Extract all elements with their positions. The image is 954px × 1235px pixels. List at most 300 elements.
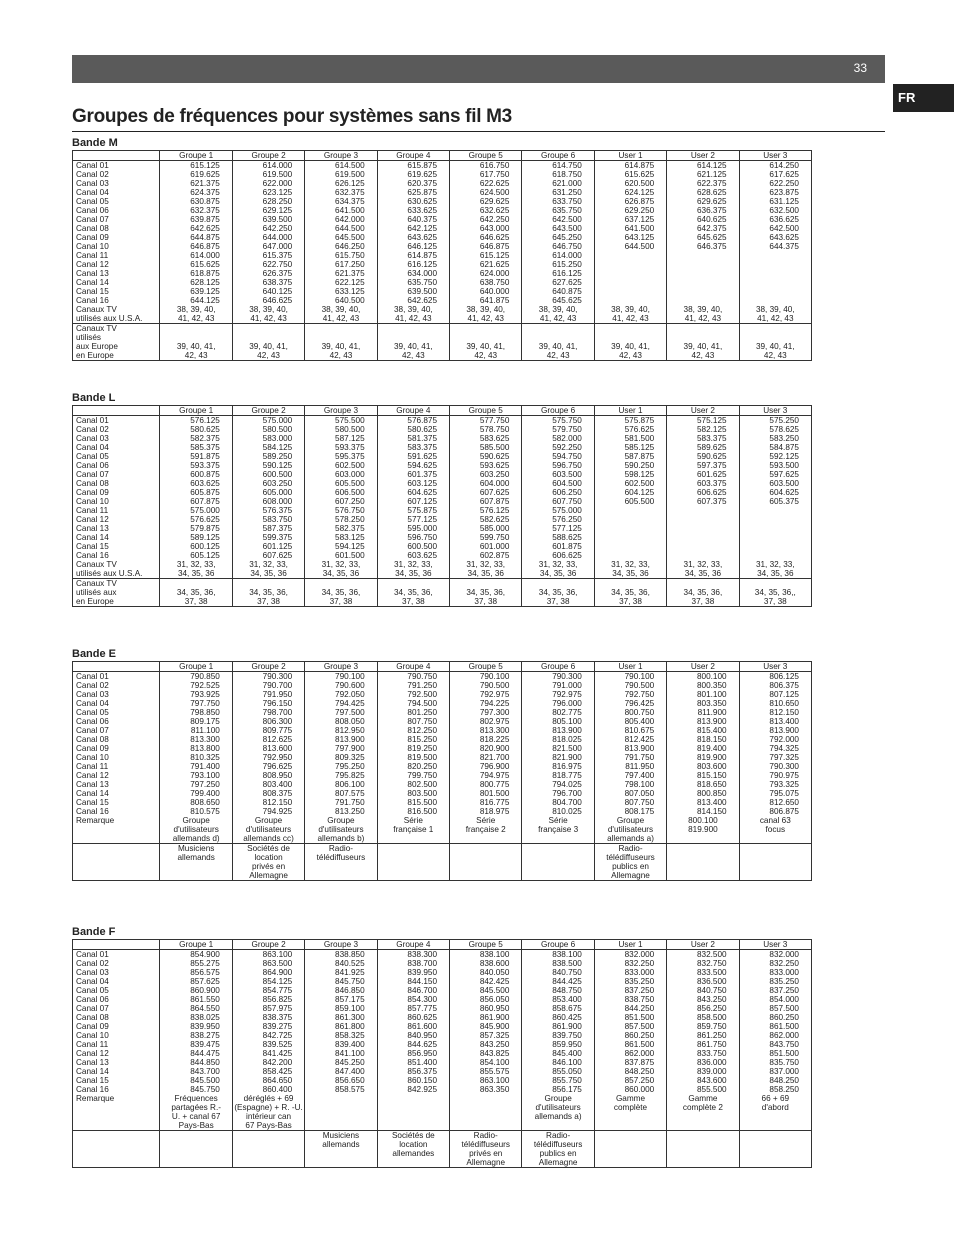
frequency-cell — [667, 551, 739, 560]
frequency-cell: 643.125 — [594, 233, 666, 242]
frequency-cell: 839.525 — [232, 1040, 304, 1049]
frequency-cell: 792.000 — [739, 735, 811, 744]
frequency-cell: 812.650 — [739, 798, 811, 807]
frequency-cell: 583.625 — [450, 434, 522, 443]
frequency-cell: 620.500 — [594, 179, 666, 188]
frequency-cell: 811.950 — [594, 762, 666, 771]
frequency-cell: 790.300 — [522, 672, 594, 682]
frequency-cell: 593.375 — [160, 461, 232, 470]
frequency-cell: 605.375 — [739, 497, 811, 506]
frequency-cell: 801.250 — [377, 708, 449, 717]
frequency-cell: 629.250 — [594, 206, 666, 215]
frequency-cell: 636.625 — [739, 215, 811, 224]
frequency-cell: 617.625 — [739, 170, 811, 179]
frequency-cell: 576.750 — [305, 506, 377, 515]
frequency-table-band-e — [72, 661, 812, 881]
table-row — [73, 968, 812, 977]
frequency-cell: 818.650 — [667, 780, 739, 789]
table-row — [73, 753, 812, 762]
note-cell: Musiciens allemands — [305, 1131, 377, 1168]
frequency-cell: 621.375 — [160, 179, 232, 188]
frequency-cell — [667, 515, 739, 524]
frequency-cell: 835.750 — [739, 1058, 811, 1067]
note-cell — [377, 844, 449, 881]
table-row — [73, 425, 812, 434]
frequency-cell: 581.375 — [377, 434, 449, 443]
column-header: Groupe 4 — [377, 406, 449, 416]
frequency-cell: 643.000 — [450, 224, 522, 233]
note-cell: 31, 32, 33, 34, 35, 36 — [377, 560, 449, 579]
frequency-cell: 797.400 — [594, 771, 666, 780]
frequency-cell: 863.100 — [232, 950, 304, 960]
channel-label: Canal 11 — [73, 1040, 160, 1049]
frequency-cell: 606.625 — [667, 488, 739, 497]
frequency-cell: 810.650 — [739, 699, 811, 708]
note-cell: Série française 2 — [450, 816, 522, 844]
note-cell: Gamme complète — [594, 1094, 666, 1131]
frequency-cell: 813.300 — [160, 735, 232, 744]
frequency-cell: 631.250 — [522, 188, 594, 197]
frequency-cell: 642.625 — [160, 224, 232, 233]
frequency-cell: 806.300 — [232, 717, 304, 726]
frequency-cell: 860.950 — [450, 1004, 522, 1013]
frequency-cell: 638.750 — [450, 278, 522, 287]
channel-label: Canal 03 — [73, 690, 160, 699]
frequency-cell: 799.400 — [160, 789, 232, 798]
frequency-cell: 858.325 — [305, 1031, 377, 1040]
frequency-cell: 623.125 — [232, 188, 304, 197]
frequency-cell: 628.125 — [160, 278, 232, 287]
frequency-cell: 795.825 — [305, 771, 377, 780]
frequency-cell — [594, 269, 666, 278]
frequency-cell: 854.000 — [739, 995, 811, 1004]
frequency-cell: 642.250 — [450, 215, 522, 224]
channel-label: Canal 12 — [73, 1049, 160, 1058]
frequency-cell: 616.125 — [522, 269, 594, 278]
frequency-cell: 642.000 — [305, 215, 377, 224]
channel-label: Canal 04 — [73, 699, 160, 708]
frequency-cell: 628.250 — [232, 197, 304, 206]
frequency-cell: 583.250 — [739, 434, 811, 443]
frequency-cell: 625.875 — [377, 188, 449, 197]
frequency-cell: 806.100 — [305, 780, 377, 789]
frequency-cell: 854.900 — [160, 950, 232, 960]
channel-label: Canal 16 — [73, 296, 160, 305]
frequency-cell: 846.100 — [522, 1058, 594, 1067]
frequency-cell: 808.050 — [305, 717, 377, 726]
frequency-cell: 575.250 — [739, 416, 811, 426]
frequency-cell: 800.850 — [667, 789, 739, 798]
note-cell: 39, 40, 41, 42, 43 — [232, 324, 304, 361]
frequency-cell: 860.425 — [522, 1013, 594, 1022]
frequency-cell: 607.625 — [450, 488, 522, 497]
channel-label: Canal 03 — [73, 179, 160, 188]
frequency-cell: 622.000 — [232, 179, 304, 188]
note-cell: 34, 35, 36, 37, 38 — [377, 579, 449, 607]
frequency-cell: 854.125 — [232, 977, 304, 986]
column-header: Groupe 6 — [522, 662, 594, 672]
frequency-cell: 860.150 — [377, 1076, 449, 1085]
frequency-cell: 639.500 — [232, 215, 304, 224]
frequency-cell: 646.750 — [522, 242, 594, 251]
frequency-cell: 642.500 — [739, 224, 811, 233]
frequency-cell: 644.500 — [594, 242, 666, 251]
frequency-cell: 797.900 — [305, 744, 377, 753]
frequency-cell: 860.400 — [232, 1085, 304, 1094]
note-cell: Groupe d'utilisateurs allemands cc) — [232, 816, 304, 844]
frequency-cell — [594, 524, 666, 533]
table-row — [73, 269, 812, 278]
frequency-cell: 840.750 — [522, 968, 594, 977]
frequency-cell: 576.125 — [160, 416, 232, 426]
frequency-cell: 607.625 — [232, 551, 304, 560]
frequency-cell: 601.375 — [377, 470, 449, 479]
column-header: Groupe 1 — [160, 406, 232, 416]
frequency-cell: 582.000 — [522, 434, 594, 443]
frequency-cell: 857.975 — [232, 1004, 304, 1013]
frequency-cell: 603.625 — [377, 551, 449, 560]
frequency-cell: 593.500 — [739, 461, 811, 470]
table-row — [73, 461, 812, 470]
frequency-cell: 593.375 — [305, 443, 377, 452]
note-cell: 39, 40, 41, 42, 43 — [739, 324, 811, 361]
frequency-cell: 614.000 — [232, 161, 304, 171]
table-row — [73, 771, 812, 780]
channel-label: Canal 08 — [73, 479, 160, 488]
frequency-cell: 616.125 — [377, 260, 449, 269]
frequency-cell: 794.500 — [377, 699, 449, 708]
column-header: Groupe 6 — [522, 406, 594, 416]
frequency-cell: 838.300 — [377, 950, 449, 960]
frequency-cell: 843.600 — [667, 1076, 739, 1085]
row-label: Remarque — [73, 1094, 160, 1131]
frequency-cell: 794.225 — [450, 699, 522, 708]
channel-label: Canal 04 — [73, 977, 160, 986]
frequency-cell: 818.975 — [450, 807, 522, 816]
frequency-cell: 793.325 — [739, 780, 811, 789]
channel-label: Canal 12 — [73, 260, 160, 269]
frequency-cell: 818.775 — [522, 771, 594, 780]
frequency-cell: 797.750 — [160, 699, 232, 708]
frequency-cell: 582.125 — [667, 425, 739, 434]
table-row — [73, 708, 812, 717]
header-bar — [72, 55, 885, 83]
frequency-cell: 582.375 — [160, 434, 232, 443]
note-cell: 34, 35, 36, 37, 38 — [594, 579, 666, 607]
frequency-cell: 607.875 — [450, 497, 522, 506]
frequency-cell — [594, 542, 666, 551]
note-cell — [739, 1131, 811, 1168]
frequency-cell: 846.850 — [305, 986, 377, 995]
frequency-cell — [594, 533, 666, 542]
note-cell — [739, 844, 811, 881]
band-title: Bande E — [72, 648, 117, 660]
channel-label: Canal 11 — [73, 251, 160, 260]
column-header — [73, 406, 160, 416]
frequency-cell: 601.125 — [232, 542, 304, 551]
frequency-cell: 832.750 — [667, 959, 739, 968]
frequency-cell: 587.875 — [594, 452, 666, 461]
frequency-cell: 848.250 — [739, 1076, 811, 1085]
frequency-cell: 818.025 — [522, 735, 594, 744]
note-cell: 34, 35, 36, 37, 38 — [667, 579, 739, 607]
table-row — [73, 542, 812, 551]
frequency-cell: 645.625 — [667, 233, 739, 242]
frequency-cell: 614.000 — [160, 251, 232, 260]
note-cell: 66 + 69 d'abord — [739, 1094, 811, 1131]
frequency-cell: 576.250 — [522, 515, 594, 524]
table-row — [73, 497, 812, 506]
note-cell — [377, 1094, 449, 1131]
column-header — [73, 940, 160, 950]
frequency-cell: 805.400 — [594, 717, 666, 726]
frequency-cell — [594, 251, 666, 260]
frequency-cell: 643.500 — [522, 224, 594, 233]
note-cell: 39, 40, 41, 42, 43 — [160, 324, 232, 361]
frequency-cell — [739, 296, 811, 305]
row-label — [73, 844, 160, 881]
frequency-cell — [594, 287, 666, 296]
frequency-cell: 838.850 — [305, 950, 377, 960]
channel-label: Canal 12 — [73, 515, 160, 524]
frequency-cell: 857.325 — [450, 1031, 522, 1040]
frequency-cell: 579.750 — [522, 425, 594, 434]
channel-label: Canal 07 — [73, 726, 160, 735]
column-header: Groupe 6 — [522, 940, 594, 950]
frequency-cell: 584.125 — [232, 443, 304, 452]
frequency-cell: 635.750 — [377, 278, 449, 287]
frequency-cell: 614.875 — [377, 251, 449, 260]
frequency-cell: 794.975 — [450, 771, 522, 780]
frequency-cell: 626.125 — [305, 179, 377, 188]
frequency-cell: 642.375 — [667, 224, 739, 233]
frequency-cell: 812.950 — [305, 726, 377, 735]
frequency-cell: 615.875 — [377, 161, 449, 171]
frequency-cell: 857.625 — [160, 977, 232, 986]
frequency-cell: 844.425 — [522, 977, 594, 986]
note-cell — [232, 1131, 304, 1168]
table-header-row — [73, 940, 812, 950]
table-row — [73, 1049, 812, 1058]
frequency-cell: 604.625 — [377, 488, 449, 497]
frequency-cell: 792.750 — [594, 690, 666, 699]
column-header: User 3 — [739, 406, 811, 416]
frequency-cell: 838.600 — [450, 959, 522, 968]
frequency-cell: 855.575 — [450, 1067, 522, 1076]
frequency-cell: 797.500 — [305, 708, 377, 717]
frequency-cell: 847.400 — [305, 1067, 377, 1076]
frequency-cell: 605.500 — [305, 479, 377, 488]
row-label: Canaux TV utilisés aux U.S.A. — [73, 305, 160, 324]
note-cell: 38, 39, 40, 41, 42, 43 — [522, 305, 594, 324]
channel-label: Canal 16 — [73, 551, 160, 560]
frequency-cell: 599.375 — [232, 533, 304, 542]
frequency-cell: 633.125 — [305, 287, 377, 296]
frequency-cell: 816.500 — [377, 807, 449, 816]
frequency-cell: 864.650 — [232, 1076, 304, 1085]
frequency-cell: 811.900 — [667, 708, 739, 717]
frequency-cell: 647.000 — [232, 242, 304, 251]
channel-label: Canal 02 — [73, 425, 160, 434]
frequency-cell: 615.750 — [305, 251, 377, 260]
frequency-cell: 575.000 — [160, 506, 232, 515]
frequency-cell: 646.625 — [450, 233, 522, 242]
frequency-cell: 861.900 — [450, 1013, 522, 1022]
frequency-table-band-l — [72, 405, 812, 607]
band-title: Bande F — [72, 926, 116, 938]
frequency-cell: 619.500 — [232, 170, 304, 179]
frequency-cell: 840.525 — [305, 959, 377, 968]
frequency-cell: 844.250 — [594, 1004, 666, 1013]
frequency-cell: 646.875 — [450, 242, 522, 251]
frequency-cell — [739, 542, 811, 551]
channel-label: Canal 05 — [73, 708, 160, 717]
frequency-cell: 832.000 — [594, 950, 666, 960]
frequency-cell: 621.000 — [522, 179, 594, 188]
frequency-cell: 602.500 — [594, 479, 666, 488]
frequency-cell: 640.625 — [667, 215, 739, 224]
frequency-cell: 632.375 — [160, 206, 232, 215]
channel-label: Canal 04 — [73, 443, 160, 452]
frequency-cell: 603.125 — [377, 479, 449, 488]
note-cell: 31, 32, 33, 34, 35, 36 — [160, 560, 232, 579]
frequency-cell: 628.625 — [667, 188, 739, 197]
frequency-cell: 833.000 — [594, 968, 666, 977]
frequency-cell: 832.250 — [594, 959, 666, 968]
note-cell: Sociétés de location privés en Allemagne — [232, 844, 304, 881]
frequency-cell: 621.125 — [667, 170, 739, 179]
frequency-cell: 842.425 — [450, 977, 522, 986]
frequency-cell: 577.125 — [377, 515, 449, 524]
note-cell — [667, 844, 739, 881]
frequency-cell: 843.825 — [450, 1049, 522, 1058]
frequency-cell: 587.375 — [232, 524, 304, 533]
frequency-cell — [667, 251, 739, 260]
table-row — [73, 726, 812, 735]
channel-label: Canal 04 — [73, 188, 160, 197]
table-row — [73, 1004, 812, 1013]
frequency-cell: 791.750 — [305, 798, 377, 807]
frequency-cell — [594, 551, 666, 560]
frequency-cell: 644.500 — [305, 224, 377, 233]
table-row — [73, 179, 812, 188]
table-row — [73, 1058, 812, 1067]
frequency-cell: 583.000 — [232, 434, 304, 443]
channel-label: Canal 06 — [73, 461, 160, 470]
frequency-cell: 800.750 — [594, 708, 666, 717]
frequency-cell: 615.625 — [160, 260, 232, 269]
frequency-cell: 832.000 — [739, 950, 811, 960]
frequency-cell: 857.500 — [594, 1022, 666, 1031]
frequency-cell: 597.375 — [667, 461, 739, 470]
frequency-cell: 580.625 — [160, 425, 232, 434]
frequency-cell: 851.400 — [377, 1058, 449, 1067]
frequency-cell: 802.775 — [522, 708, 594, 717]
frequency-cell: 835.250 — [594, 977, 666, 986]
frequency-cell: 617.750 — [450, 170, 522, 179]
frequency-cell: 624.500 — [450, 188, 522, 197]
frequency-cell — [739, 551, 811, 560]
frequency-cell: 790.700 — [232, 681, 304, 690]
frequency-cell — [739, 269, 811, 278]
channel-label: Canal 01 — [73, 161, 160, 171]
frequency-cell: 840.750 — [667, 986, 739, 995]
frequency-cell: 605.125 — [160, 551, 232, 560]
frequency-cell: 801.500 — [450, 789, 522, 798]
frequency-cell: 815.150 — [667, 771, 739, 780]
frequency-cell: 851.500 — [594, 1013, 666, 1022]
frequency-cell: 861.500 — [739, 1022, 811, 1031]
frequency-cell: 588.625 — [522, 533, 594, 542]
frequency-cell: 607.375 — [667, 497, 739, 506]
note-cell: Radio- télédiffuseurs — [305, 844, 377, 881]
frequency-cell: 619.625 — [160, 170, 232, 179]
frequency-cell: 590.125 — [232, 461, 304, 470]
table-row — [73, 1040, 812, 1049]
channel-label: Canal 01 — [73, 672, 160, 682]
frequency-cell: 576.125 — [450, 506, 522, 515]
frequency-cell — [667, 260, 739, 269]
channel-label: Canal 06 — [73, 206, 160, 215]
note-cell: Radio- télédiffuseurs publics en Allemagne — [522, 1131, 594, 1168]
channel-label: Canal 02 — [73, 170, 160, 179]
frequency-cell: 797.325 — [739, 753, 811, 762]
table-row — [73, 744, 812, 753]
note-cell: 38, 39, 40, 41, 42, 43 — [377, 305, 449, 324]
frequency-cell: 583.375 — [377, 443, 449, 452]
frequency-cell: 629.625 — [667, 197, 739, 206]
frequency-cell: 606.250 — [522, 488, 594, 497]
frequency-cell: 856.650 — [305, 1076, 377, 1085]
column-header: Groupe 3 — [305, 940, 377, 950]
frequency-cell: 792.975 — [450, 690, 522, 699]
frequency-cell: 796.625 — [232, 762, 304, 771]
frequency-cell — [667, 296, 739, 305]
frequency-cell: 577.750 — [450, 416, 522, 426]
frequency-cell: 615.375 — [232, 251, 304, 260]
column-header: Groupe 4 — [377, 151, 449, 161]
column-header: Groupe 3 — [305, 662, 377, 672]
frequency-cell: 813.400 — [739, 717, 811, 726]
frequency-cell: 860.900 — [160, 986, 232, 995]
frequency-cell: 622.750 — [232, 260, 304, 269]
frequency-cell: 600.125 — [160, 542, 232, 551]
channel-label: Canal 02 — [73, 959, 160, 968]
channel-label: Canal 10 — [73, 753, 160, 762]
row-label: Canaux TV utilisés aux U.S.A. — [73, 560, 160, 579]
frequency-cell: 602.500 — [305, 461, 377, 470]
frequency-cell: 796.425 — [594, 699, 666, 708]
table-row — [73, 1067, 812, 1076]
frequency-cell: 636.375 — [667, 206, 739, 215]
channel-label: Canal 15 — [73, 798, 160, 807]
frequency-cell: 821.500 — [522, 744, 594, 753]
frequency-cell: 854.775 — [232, 986, 304, 995]
note-cell: 38, 39, 40, 41, 42, 43 — [594, 305, 666, 324]
note-cell: Groupe d'utilisateurs allemands a) — [522, 1094, 594, 1131]
table-row — [73, 506, 812, 515]
frequency-cell: 595.000 — [377, 524, 449, 533]
frequency-cell: 641.500 — [594, 224, 666, 233]
channel-label: Canal 08 — [73, 224, 160, 233]
channel-label: Canal 07 — [73, 215, 160, 224]
frequency-cell: 863.100 — [450, 1076, 522, 1085]
frequency-cell: 804.700 — [522, 798, 594, 807]
note-cell: 39, 40, 41, 42, 43 — [667, 324, 739, 361]
note-cell: Sociétés de location allemandes — [377, 1131, 449, 1168]
frequency-cell: 809.175 — [160, 717, 232, 726]
table-row — [73, 296, 812, 305]
